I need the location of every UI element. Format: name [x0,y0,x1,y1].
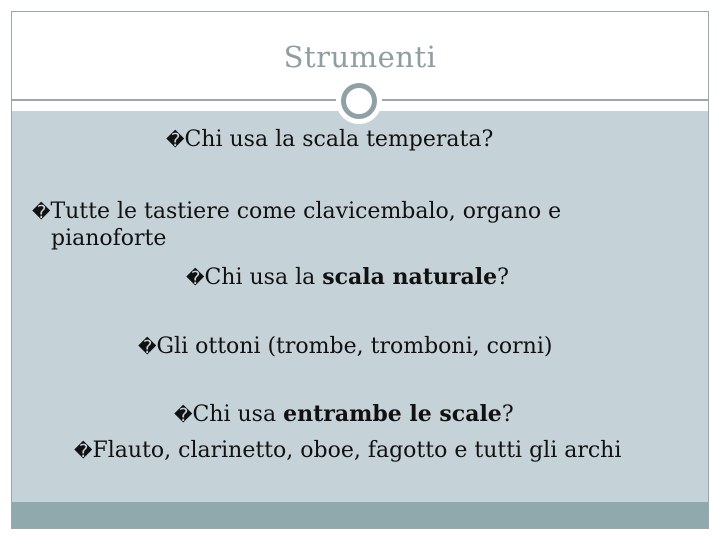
slide-title: Strumenti [283,40,437,74]
line-6-text-post: ? [501,402,514,427]
text-line-1 [166,127,493,154]
text-line-3 [51,226,166,252]
bullet-icon: � [32,202,51,223]
line-6-text-pre: Chi usa [192,402,284,427]
circle-ring [341,83,377,119]
bullet-icon: � [166,130,185,151]
divider-circle-icon [336,78,382,124]
line-4-text-pre: Chi usa la [204,265,323,290]
footer-band [12,502,708,528]
text-line-7 [74,438,621,465]
text-line-6 [174,401,514,429]
text-line-5 [138,334,552,361]
bullet-icon: � [138,337,157,358]
line-4-text-bold: scala naturale [322,264,498,290]
bullet-icon: � [186,268,205,289]
bullet-icon: � [174,405,193,426]
line-7-text: Flauto, clarinetto, oboe, fagotto e tutti gli archi [92,438,622,463]
line-6-text-bold: entrambe le scale [283,401,502,427]
bullet-icon: � [74,441,93,462]
line-3-text: pianoforte [51,226,167,251]
line-1-text: Chi usa la scala temperata? [184,127,494,152]
line-2-text: Tutte le tastiere come clavicembalo, organo e [50,199,562,224]
line-5-text: Gli ottoni (trombe, tromboni, corni) [156,334,553,359]
text-line-4 [186,264,509,292]
line-4-text-post: ? [497,265,509,290]
text-line-2 [32,199,561,226]
